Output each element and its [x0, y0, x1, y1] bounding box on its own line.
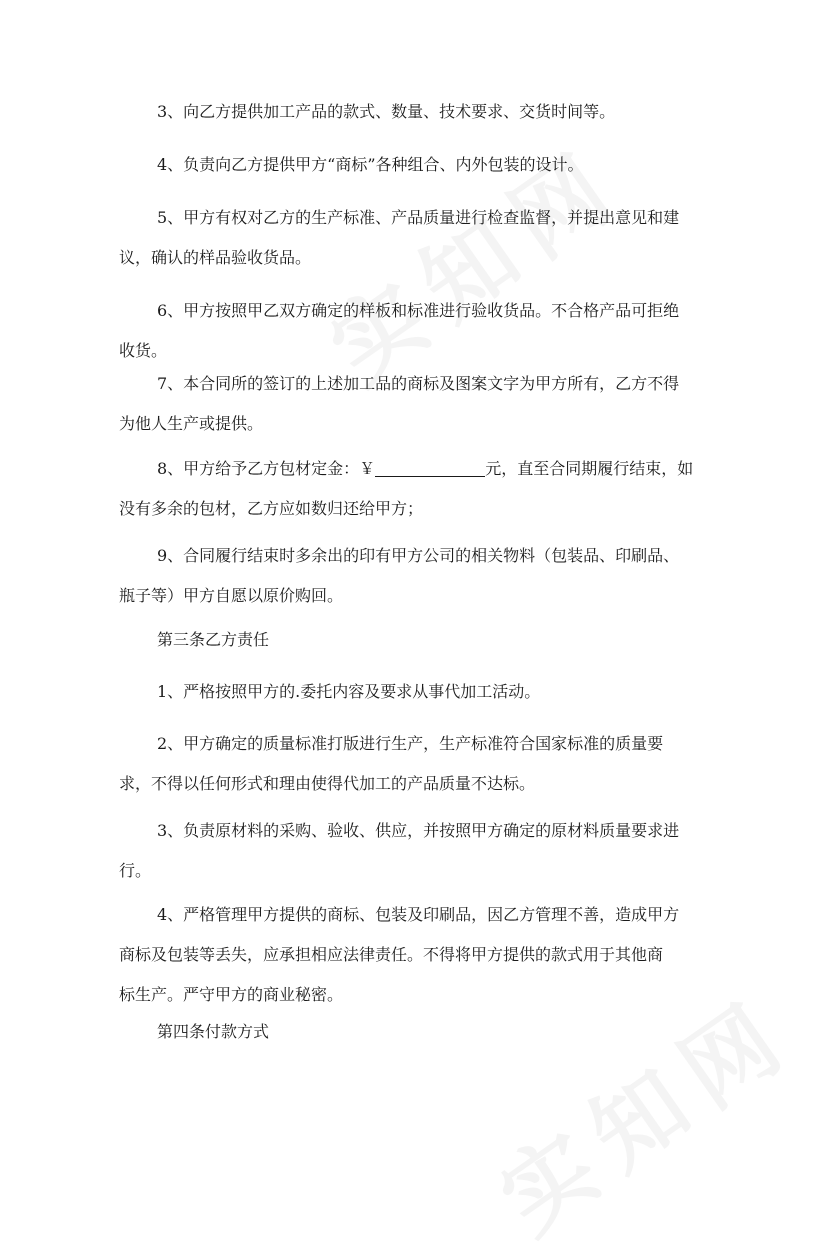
responsibility-item-4 — [119, 895, 719, 1015]
clause-item-5 — [119, 198, 719, 278]
clause-line: 商标及包装等丢失，应承担相应法律责任。不得将甲方提供的款式用于其他商 — [119, 945, 664, 964]
clause-item-6 — [119, 291, 719, 371]
clause-line: 5、甲方有权对乙方的生产标准、产品质量进行检查监督，并提出意见和建 — [157, 208, 680, 227]
clause-line: 收货。 — [119, 341, 168, 360]
clause-line: 没有多余的包材，乙方应如数归还给甲方； — [119, 499, 424, 518]
clause-line: 1、严格按照甲方的.委托内容及要求从事代加工活动。 — [157, 682, 541, 701]
section-heading-3: 第三条乙方责任 — [157, 630, 270, 649]
clause-line: 为他人生产或提供。 — [119, 414, 264, 433]
clause-line: 4、负责向乙方提供甲方“商标”各种组合、内外包装的设计。 — [157, 155, 584, 174]
clause-line: 标生产。严守甲方的商业秘密。 — [119, 985, 344, 1004]
clause-line: 议，确认的样品验收货品。 — [119, 248, 312, 267]
clause-item-9 — [119, 536, 719, 616]
clause-line: 行。 — [119, 861, 152, 880]
deposit-suffix: 元，直至合同期履行结束，如 — [485, 459, 694, 478]
clause-line: 9、合同履行结束时多余出的印有甲方公司的相关物料（包装品、印刷品、 — [157, 546, 680, 565]
responsibility-item-2 — [119, 724, 719, 804]
clause-line: 3、向乙方提供加工产品的款式、数量、技术要求、交货时间等。 — [157, 102, 616, 121]
responsibility-item-3 — [119, 811, 719, 891]
clause-item-8 — [119, 449, 719, 529]
deposit-amount-blank — [375, 459, 485, 477]
clause-line: 4、严格管理甲方提供的商标、包装及印刷品，因乙方管理不善，造成甲方 — [157, 905, 680, 924]
clause-line: 瓶子等）甲方自愿以原价购回。 — [119, 586, 344, 605]
section-heading-4: 第四条付款方式 — [157, 1022, 270, 1041]
clause-line: 求，不得以任何形式和理由使得代加工的产品质量不达标。 — [119, 774, 536, 793]
responsibility-item-1 — [119, 672, 719, 712]
clause-line: 6、甲方按照甲乙双方确定的样板和标准进行验收货品。不合格产品可拒绝 — [157, 301, 680, 320]
clause-line — [119, 449, 719, 489]
clause-item-3 — [119, 92, 719, 132]
clause-item-4 — [119, 145, 719, 185]
clause-line: 3、负责原材料的采购、验收、供应，并按照甲方确定的原材料质量要求进 — [157, 821, 680, 840]
deposit-label: 8、甲方给予乙方包材定金：￥ — [157, 459, 376, 478]
clause-line: 2、甲方确定的质量标准打版进行生产，生产标准符合国家标准的质量要 — [157, 734, 664, 753]
clause-item-7 — [119, 364, 719, 444]
clause-line: 7、本合同所的签订的上述加工品的商标及图案文字为甲方所有，乙方不得 — [157, 374, 680, 393]
